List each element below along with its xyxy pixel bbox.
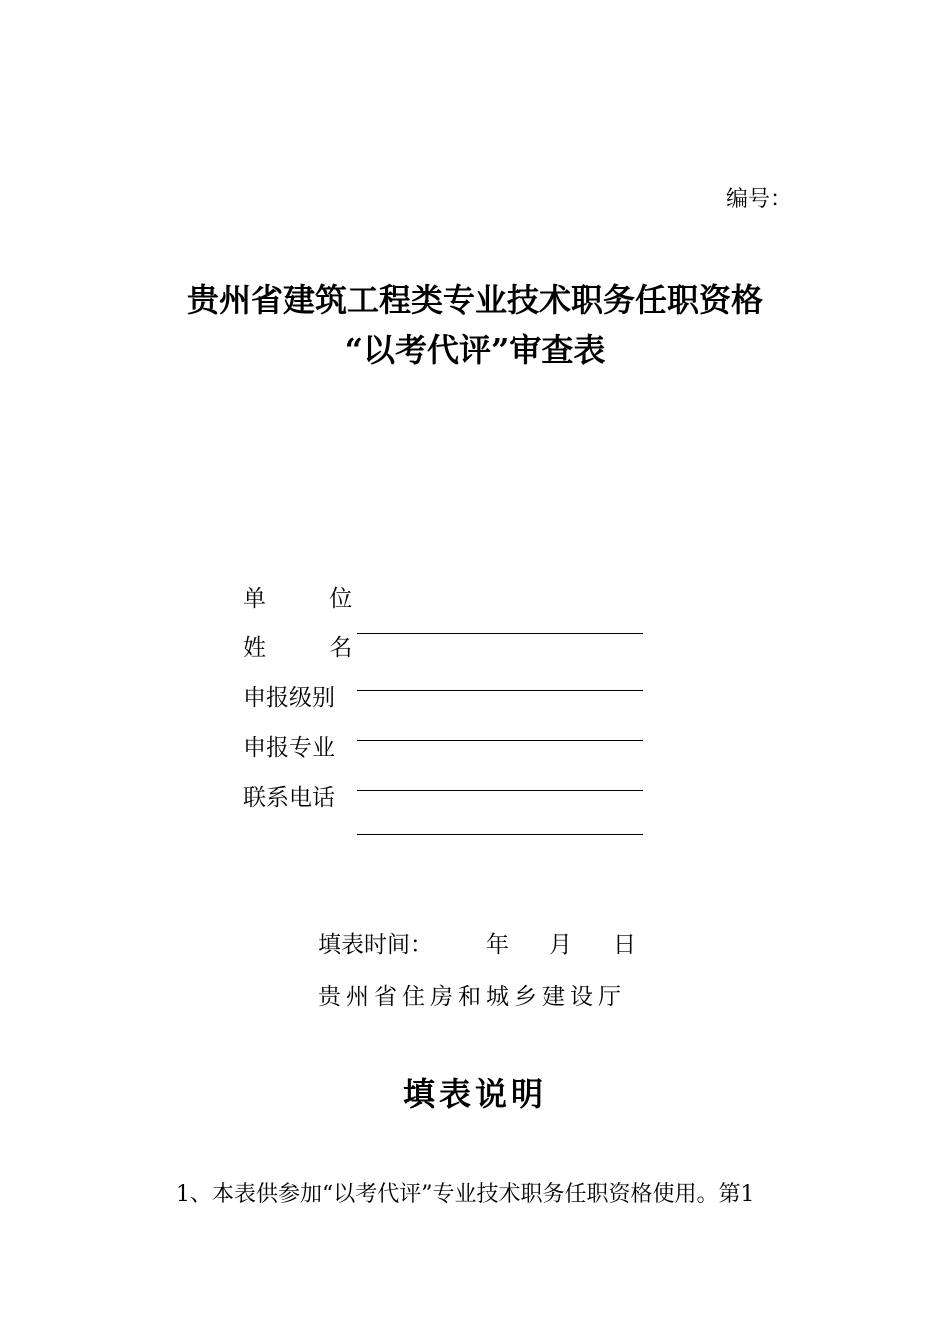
fill-time-month: 月: [549, 932, 572, 958]
field-line-4: [357, 790, 643, 791]
issuing-authority: 贵州省住房和城乡建设厅: [318, 984, 626, 1010]
field-label-apply-specialty: 申报专业: [243, 735, 335, 761]
fill-time-day: 日: [613, 932, 636, 958]
form-title-line-2: “以考代评”审查表: [344, 331, 606, 369]
instruction-item: 1、本表供参加“以考代评”专业技术职务任职资格使用。第1: [176, 1182, 755, 1207]
field-line-2: [357, 690, 643, 691]
field-line-1: [357, 633, 643, 634]
field-label-name: 姓 名: [243, 635, 381, 661]
fill-time-year: 年: [486, 932, 509, 958]
instructions-title: 填表说明: [402, 1075, 547, 1113]
field-label-apply-level: 申报级别: [243, 685, 335, 711]
field-label-unit: 单 位: [243, 586, 381, 612]
fill-time-row: [318, 930, 636, 960]
field-label-phone: 联系电话: [243, 785, 335, 811]
field-line-5: [357, 834, 643, 835]
form-title-line-1: 贵州省建筑工程类专业技术职务任职资格: [186, 281, 763, 319]
fill-time-label: 填表时间：: [318, 932, 433, 958]
field-line-3: [357, 740, 643, 741]
serial-number-label: 编号：: [726, 187, 793, 212]
